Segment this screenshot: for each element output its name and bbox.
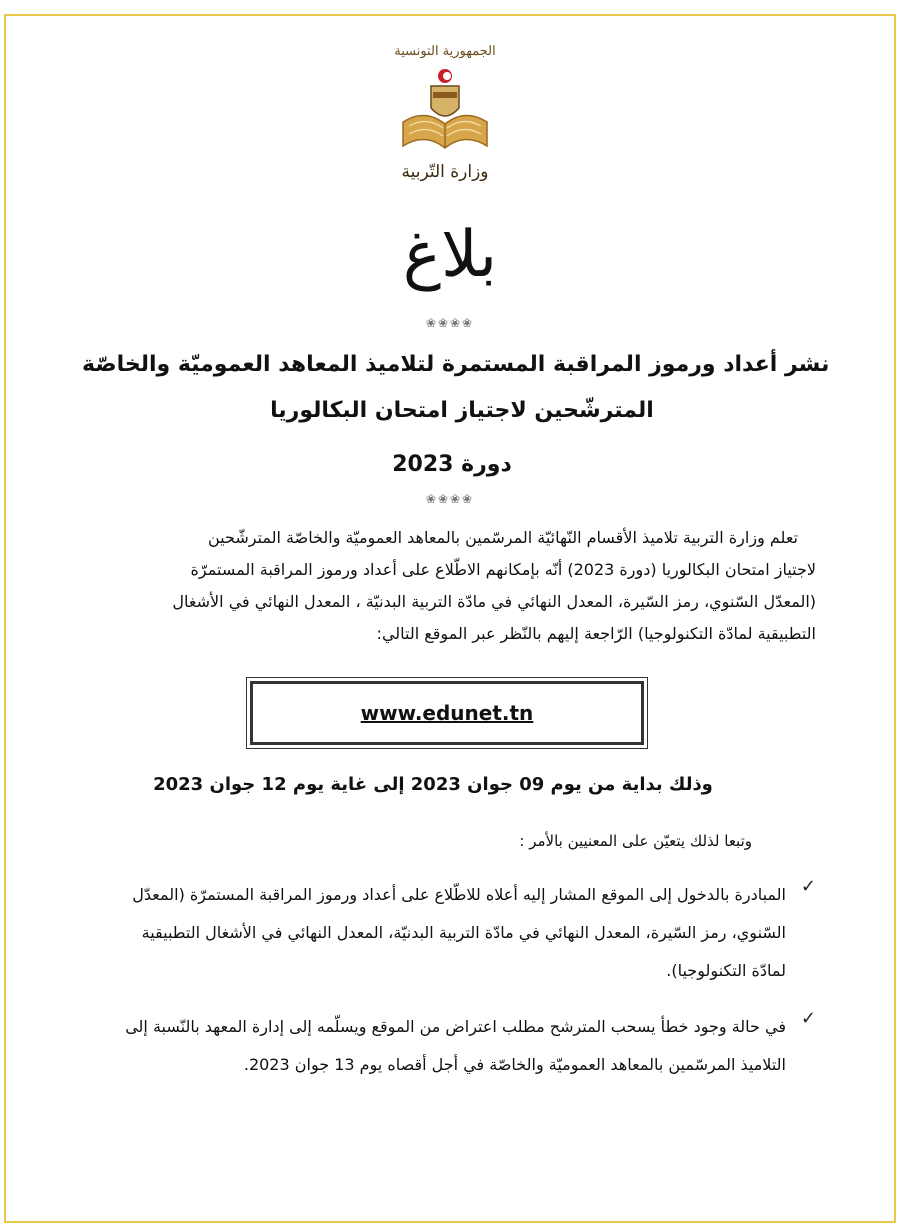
website-box bbox=[250, 681, 644, 745]
intro-line: (المعدّل السّنوي، رمز السّيرة، المعدل النهائي في مادّة التربية البدنيّة ، المعدل النهائي في الأشغال bbox=[172, 592, 816, 611]
instruction-item-2 bbox=[76, 1008, 816, 1088]
intro-paragraph bbox=[80, 522, 816, 650]
announcement-heading: بلاغ bbox=[402, 218, 498, 292]
instruction-line: لمادّة التكنولوجيا). bbox=[666, 961, 786, 980]
ornament-separator: ❀❀❀❀ bbox=[425, 316, 475, 330]
intro-line: تعلم وزارة التربية تلاميذ الأقسام النّهائيّة المرسّمين بالمعاهد العموميّة والخاصّة المترشّحين bbox=[207, 528, 798, 547]
instruction-text bbox=[76, 1008, 786, 1084]
ministry-emblem bbox=[380, 44, 510, 194]
instruction-line: المبادرة بالدخول إلى الموقع المشار إليه أعلاه للاطّلاع على أعداد ورموز المراقبة المستمرّة (المعدّل bbox=[132, 885, 786, 904]
instruction-line: السّنوي، رمز السّيرة، المعدل النهائي في مادّة التربية البدنيّة، المعدل النهائي في الأشغال التطبيقية bbox=[141, 923, 786, 942]
ministry-name: وزارة التّربية bbox=[401, 162, 489, 182]
ornament-separator-2: ❀❀❀❀ bbox=[425, 492, 475, 506]
instructions-intro: وتبعا لذلك يتعيّن على المعنيين بالأمر : bbox=[519, 832, 752, 850]
instruction-item-1 bbox=[76, 876, 816, 996]
intro-line: لاجتياز امتحان البكالوريا (دورة 2023) أنّه بإمكانهم الاطّلاع على أعداد ورموز المراقبة المستمرّة bbox=[190, 560, 816, 579]
republic-title: الجمهورية التونسية bbox=[394, 44, 496, 59]
title-line-1: نشر أعداد ورموز المراقبة المستمرة لتلاميذ المعاهد العموميّة والخاصّة bbox=[82, 352, 830, 377]
session-label: دورة 2023 bbox=[392, 452, 512, 477]
instruction-line: في حالة وجود خطأ يسحب المترشح مطلب اعتراض من الموقع ويسلّمه إلى إدارة المعهد بالنّسبة إلى bbox=[125, 1017, 786, 1036]
intro-line: التطبيقية لمادّة التكنولوجيا) الرّاجعة إليهم بالنّظر عبر الموقع التالي: bbox=[376, 624, 816, 643]
website-link[interactable]: www.edunet.tn bbox=[360, 701, 534, 725]
coat-of-arms-icon bbox=[395, 62, 495, 162]
instruction-text bbox=[76, 876, 786, 990]
instruction-line: التلاميذ المرسّمين بالمعاهد العموميّة والخاصّة في أجل أقصاه يوم 13 جوان 2023. bbox=[243, 1055, 786, 1074]
checkmark-icon: ✓ bbox=[800, 1008, 816, 1029]
checkmark-icon: ✓ bbox=[800, 876, 816, 897]
title-line-2: المترشّحين لاجتياز امتحان البكالوريا bbox=[270, 398, 654, 423]
availability-dates: وذلك بداية من يوم 09 جوان 2023 إلى غاية يوم 12 جوان 2023 bbox=[153, 774, 713, 795]
